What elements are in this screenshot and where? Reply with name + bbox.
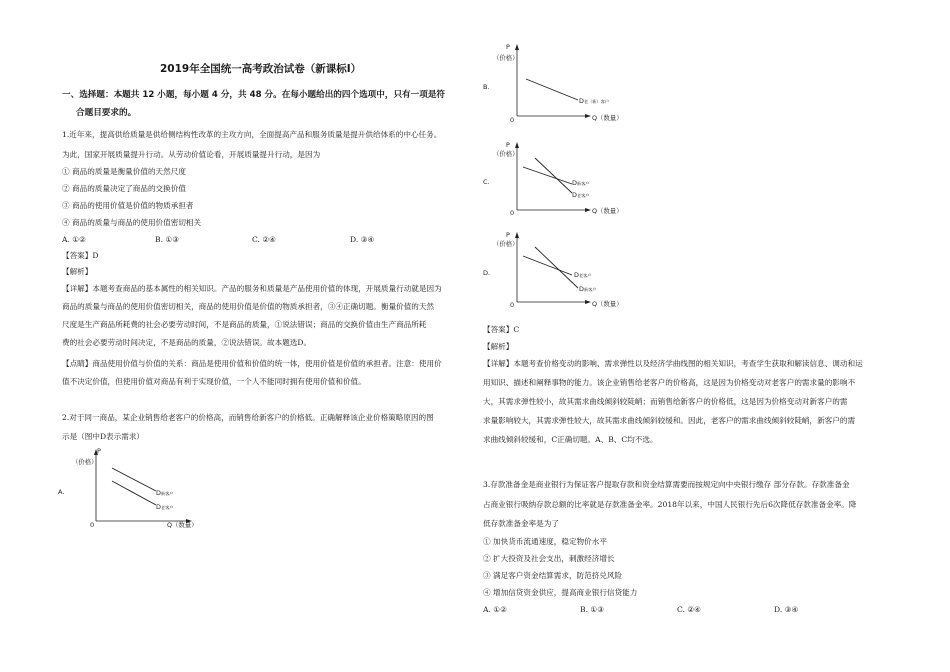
q1-choice-b: B. ①③ — [155, 235, 180, 244]
graph-d-q-label: Q（数量） — [592, 300, 623, 308]
q2-graph-a — [70, 447, 220, 529]
graph-d-p-label: P — [506, 231, 510, 239]
graph-a-curve-new — [112, 468, 156, 491]
graph-c-q-label: Q（数量） — [592, 207, 623, 215]
graph-b-q-label: Q（数量） — [592, 114, 623, 122]
q3-choice-d: D. ③④ — [774, 605, 799, 614]
q1-detail-line4: 费的社会必要劳动时间决定，不是商品的质量，②说法错误。故本题选D。 — [62, 338, 312, 347]
graph-b-origin: 0 — [510, 116, 515, 124]
q3-option-4: ④ 增加信贷资金供应，提高商业银行信贷能力 — [483, 588, 638, 597]
graph-c-price-label: （价格） — [493, 150, 519, 158]
q1-option-3: ③ 商品的使用价值是价值的物质承担者 — [62, 201, 194, 210]
graph-b-label-mix: D老（新）客户 — [579, 97, 610, 105]
q3-stem-line1: 3.存款准备金是商业银行为保证客户提取存款和资金结算需要而按规定向中央银行缴存 部分存款。存款准备金 — [483, 480, 850, 489]
graph-c-origin: 0 — [510, 209, 515, 217]
q1-option-4: ④ 商品的质量与商品的使用价值密切相关 — [62, 218, 202, 227]
graph-a-p-label: P — [97, 447, 101, 455]
q2-detail-line3: 大，其需求弹性较小，故其需求曲线倾斜较陡峭；而销售给新客户的价格低，这是因为价格变动对新客户的需 — [483, 397, 848, 406]
q1-choice-a: A. ①② — [62, 235, 86, 244]
graph-d-price-label: （价格） — [493, 240, 519, 248]
q1-detail-line2: 商品的质量与商品的使用价值密切相关，商品的使用价值是价值的物质承担者，③④正确切题。衡量价值的天然 — [62, 302, 435, 311]
q3-stem-line3: 低存款准备金率是为了 — [483, 519, 559, 528]
q2-stem-line1: 2.对于同一商品，某企业销售给老客户的价格高，而销售给新客户的价格低。正确解释该企业价格策略原因的图 — [62, 413, 434, 422]
q2-analysis-label: 【解析】 — [483, 342, 514, 351]
q3-choice-a: A. ①② — [483, 605, 507, 614]
section-heading-line1: 一、选择题：本题共 12 小题，每小题 4 分，共 48 分。在每小题给出的四个选项中，只有一项是符 — [62, 90, 446, 100]
graph-d-origin: 0 — [510, 301, 515, 309]
q1-answer: 【答案】D — [62, 251, 99, 260]
graph-a-origin: 0 — [90, 521, 95, 529]
q2-graph-c — [492, 140, 642, 222]
q2-stem-line2: 示是（图中D表示需求） — [62, 432, 145, 441]
q1-detail-line1: 【详解】本题考查商品的基本属性的相关知识。产品的服务和质量是产品使用价值的体现，开展质量行动就是因为 — [62, 284, 442, 293]
graph-a-label-old: D老客户 — [156, 503, 174, 511]
graph-d-label-old: D老客户 — [574, 271, 592, 279]
q1-analysis-label: 【解析】 — [62, 267, 93, 276]
q2-option-c-label: C. — [483, 178, 490, 186]
q1-option-1: ① 商品的质量是衡量价值的天然尺度 — [62, 167, 186, 176]
graph-c-label-new: D新客户 — [572, 179, 590, 187]
q2-option-a-label: A. — [58, 488, 65, 496]
q1-detail-line3: 尺度是生产商品所耗费的社会必要劳动时间，不是商品的质量，①说法错误；商品的交换价值由生产商品所耗 — [62, 320, 427, 329]
q2-answer: 【答案】C — [483, 325, 520, 334]
q3-option-1: ① 加快货币流通速度，稳定物价水平 — [483, 537, 607, 546]
q3-stem-line2: 占商业银行吸纳存款总额的比率就是存款准备金率。2018年以来，中国人民银行先后6次降低存款准备金率。降 — [483, 500, 857, 509]
q3-choice-c: C. ②④ — [677, 605, 701, 614]
graph-a-label-new: D新客户 — [156, 489, 174, 497]
q2-detail-line2: 用知识、描述和阐释事物的能力。该企业销售给老客户的价格高，这是因为价格变动对老客户的需求量的影响不 — [483, 378, 856, 387]
graph-b-curve-mix — [526, 79, 578, 100]
graph-a-curve-old — [112, 481, 156, 505]
graph-a-q-label: Q（数量） — [167, 521, 198, 529]
q3-choice-b: B. ①③ — [580, 605, 605, 614]
page-title: 2019年全国统一高考政治试卷（新课标Ⅰ） — [160, 63, 362, 75]
q3-option-3: ③ 满足客户资金结算需求，防范挤兑风险 — [483, 571, 623, 580]
q1-option-2: ② 商品的质量决定了商品的交换价值 — [62, 184, 186, 193]
q2-detail-line5: 求曲线倾斜较缓和，C正确切题。A、B、C均不选。 — [483, 435, 658, 444]
q2-option-b-label: B. — [483, 83, 490, 91]
graph-c-label-old: D老客户 — [572, 191, 590, 199]
graph-d-curve-new — [535, 247, 578, 288]
q2-detail-line1: 【详解】本题考查价格变动的影响、需求弹性以及经济学曲线图的相关知识，考查学生获取和解读信息、调动和运 — [483, 359, 863, 368]
q2-graph-d — [492, 230, 642, 312]
graph-d-label-new: D新客户 — [579, 285, 597, 293]
graph-b-price-label: （价格） — [493, 54, 519, 62]
q3-option-2: ② 扩大投资及社会支出，刺激经济增长 — [483, 554, 615, 563]
graph-c-p-label: P — [506, 141, 510, 149]
q1-choice-c: C. ②④ — [252, 235, 276, 244]
q1-tips-line2: 值不决定价值，但使用价值对商品有利于实现价值，一个人不能同时拥有使用价值和价值。 — [62, 377, 366, 386]
q2-option-d-label: D. — [483, 269, 491, 277]
q2-detail-line4: 求量影响较大，其需求弹性较大，故其需求曲线倾斜较缓和。因此，老客户的需求曲线倾斜较陡峭，新客户的需 — [483, 416, 856, 425]
q1-stem-line2: 为此，国家开展质量提升行动。从劳动价值论看，开展质量提升行动，是因为 — [62, 150, 321, 159]
section-heading-line2: 合题目要求的。 — [76, 108, 137, 118]
q2-graph-b — [492, 42, 642, 124]
q1-tips-line1: 【点睛】商品使用价值与价值的关系：商品是使用价值和价值的统一体，使用价值是价值的承担者。注意：使用价 — [62, 359, 442, 368]
q1-stem-line1: 1.近年来，提高供给质量是供给侧结构性改革的主攻方向，全面提高产品和服务质量是提升供给体系的中心任务。 — [62, 130, 442, 139]
graph-c-curve-old — [535, 158, 572, 193]
q1-choice-d: D. ③④ — [350, 235, 375, 244]
graph-a-price-label: （价格） — [72, 458, 98, 466]
graph-b-p-label: P — [506, 43, 510, 51]
